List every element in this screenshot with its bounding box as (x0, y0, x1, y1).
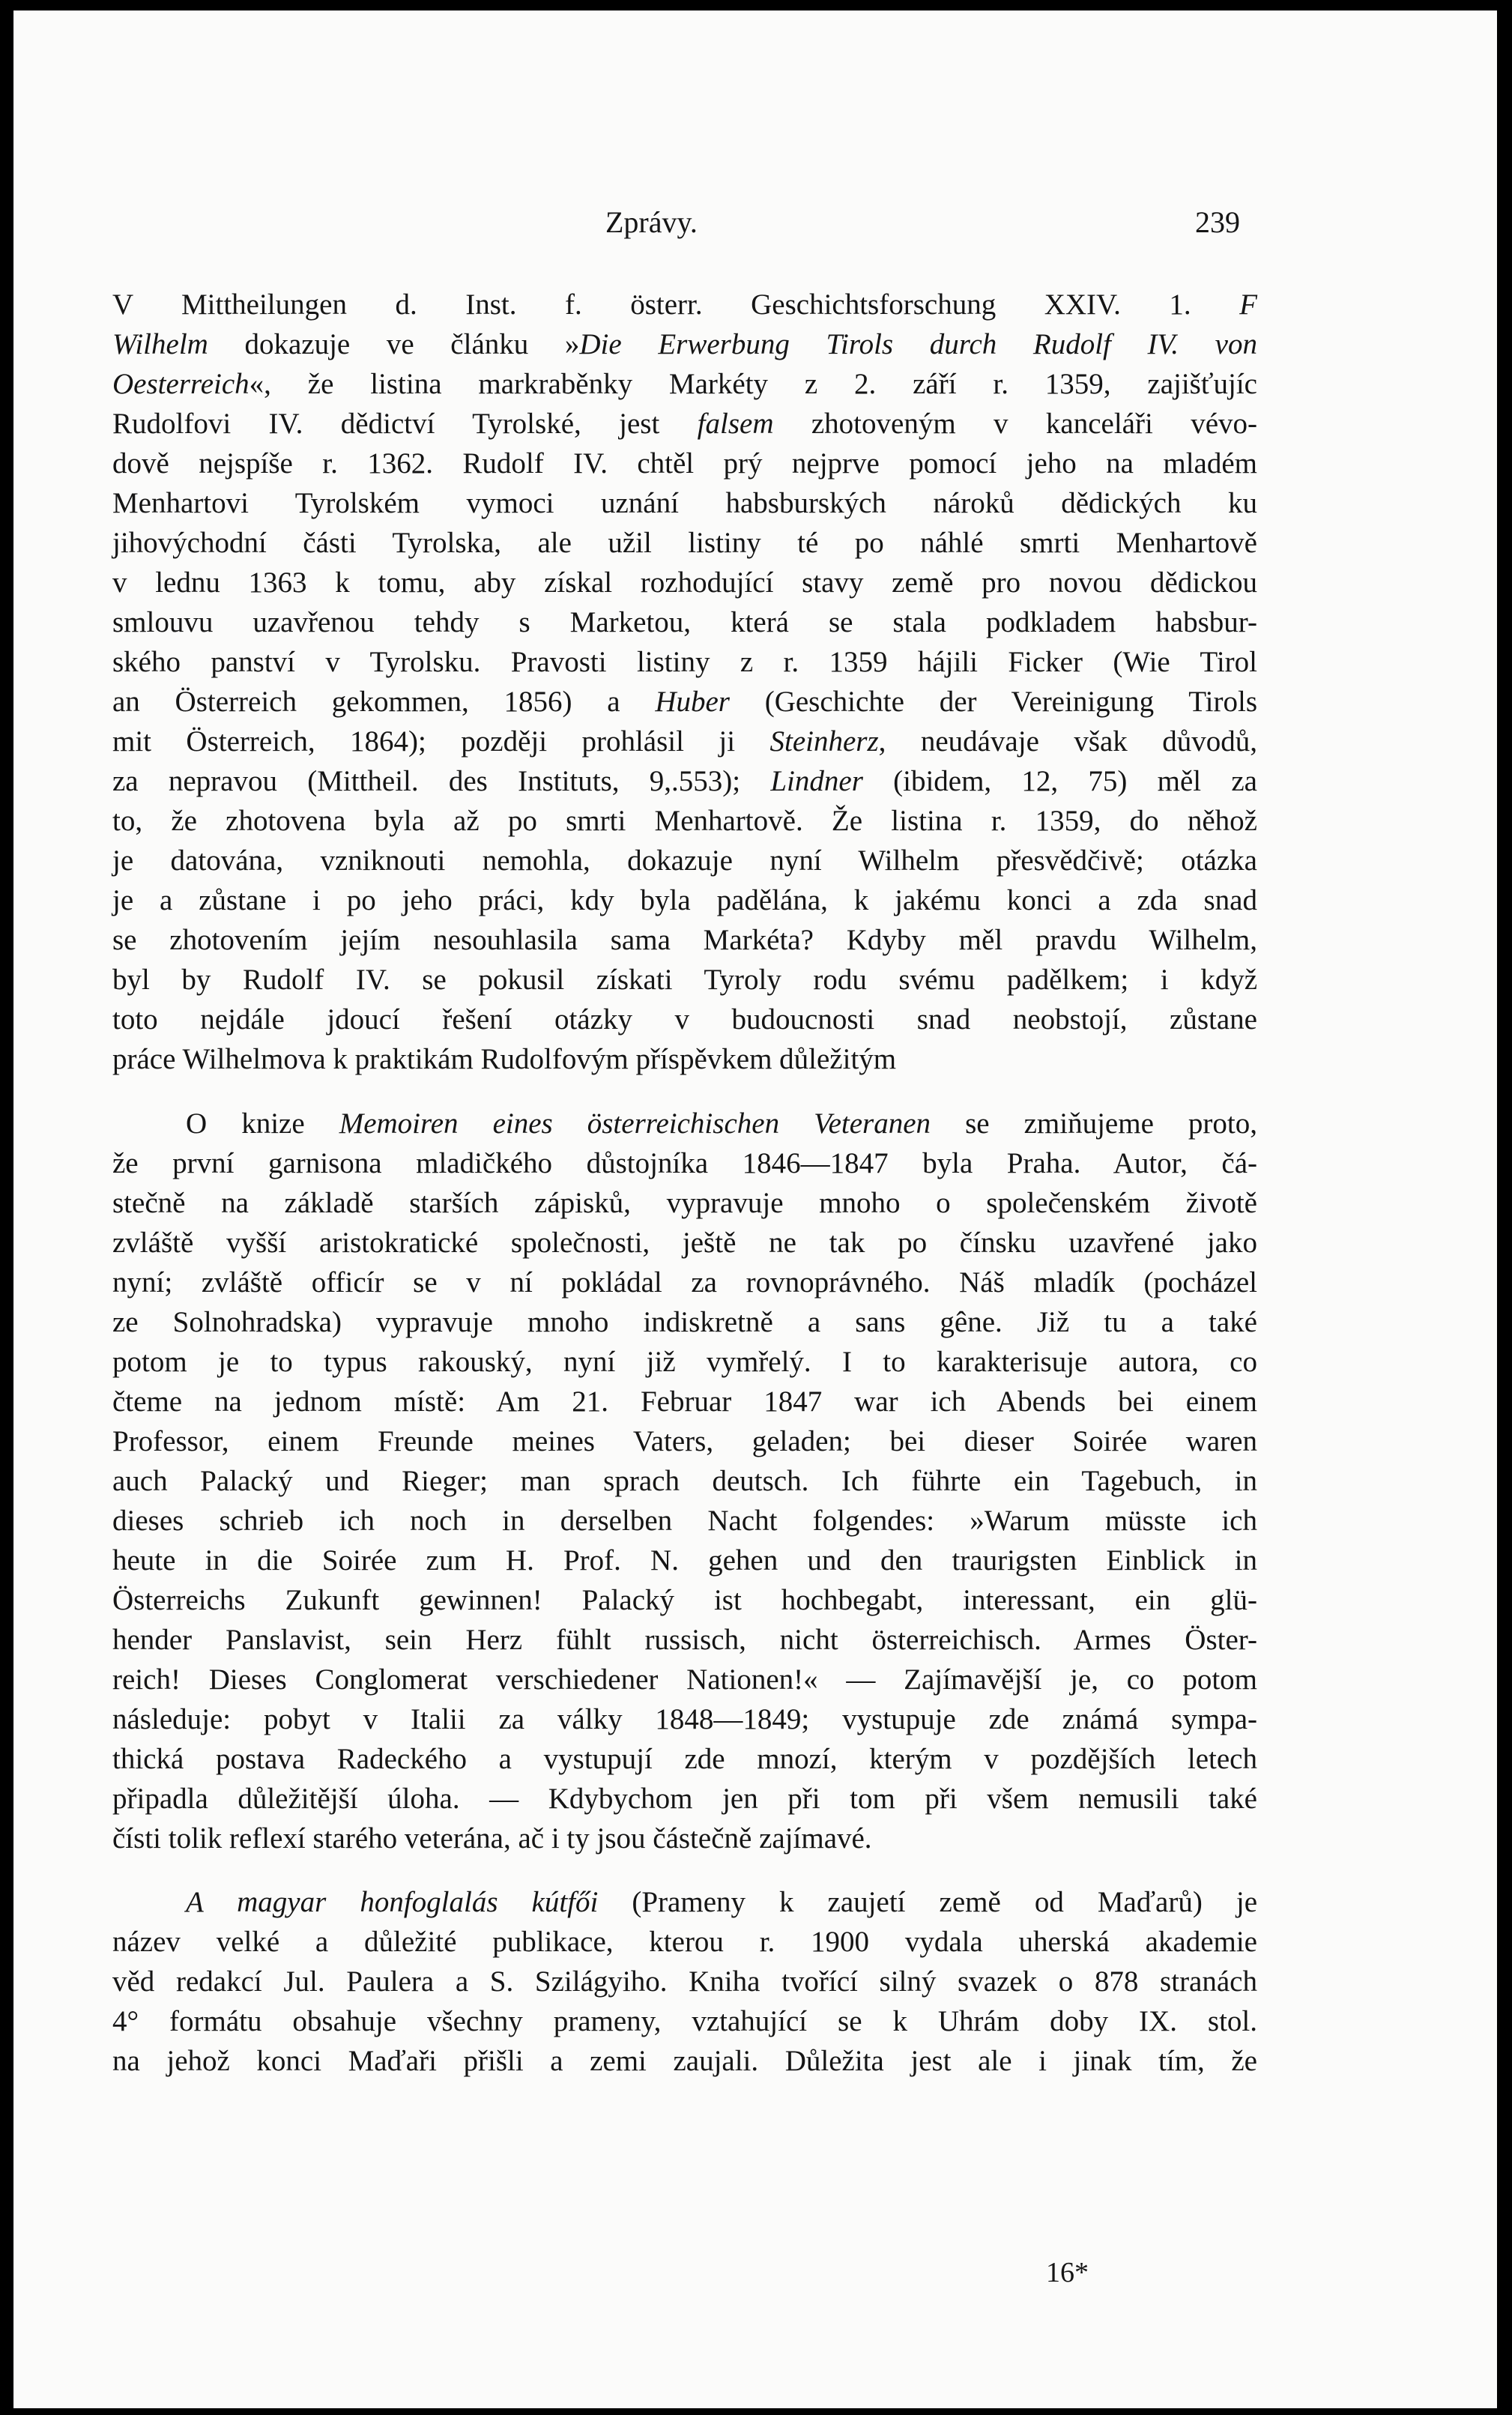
text-line: zvláště vyšší aristokratické společnosti, ještě ne tak po čínsku uzavřené jako (112, 1227, 1257, 1259)
text-line: práce Wilhelmova k praktikám Rudolfovým příspěvkem důležitým (112, 1043, 897, 1075)
text-line: heute in die Soirée zum H. Prof. N. gehen und den traurigsten Einblick in (112, 1544, 1257, 1577)
text-line: věd redakcí Jul. Paulera a S. Szilágyiho. Kniha tvořící silný svazek o 878 stranách (112, 1965, 1257, 1998)
text-line: dieses schrieb ich noch in derselben Nacht folgendes: »Warum müsste ich (112, 1505, 1257, 1537)
text-line: následuje: pobyt v Italii za války 1848—1849; vystupuje zde známá sympa- (112, 1703, 1257, 1735)
text-line: za nepravou (Mittheil. des Instituts, 9,.553); Lindner (ibidem, 12, 75) měl za (112, 765, 1257, 797)
text-line: potom je to typus rakouský, nyní již vymřelý. I to karakterisuje autora, co (112, 1346, 1257, 1378)
text-line: an Österreich gekommen, 1856) a Huber (Geschichte der Vereinigung Tirols (112, 686, 1257, 718)
text-line: A magyar honfoglalás kútfői (Prameny k zaujetí země od Maďarů) je (186, 1886, 1257, 1918)
text-line: že první garnisona mladičkého důstojníka 1846—1847 byla Praha. Autor, čá- (112, 1147, 1257, 1179)
text-line: jihovýchodní části Tyrolska, ale užil listiny té po náhlé smrti Menhartově (112, 527, 1257, 559)
text-line: nyní; zvláště officír se v ní pokládal za rovnoprávného. Náš mladík (pocházel (112, 1266, 1257, 1299)
page-number: 239 (1195, 205, 1240, 239)
text-line: auch Palacký und Rieger; man sprach deutsch. Ich führte ein Tagebuch, in (112, 1465, 1257, 1497)
text-line: ského panství v Tyrolsku. Pravosti listiny z r. 1359 hájili Ficker (Wie Tirol (112, 646, 1257, 678)
text-line: to, že zhotovena byla až po smrti Menhartově. Že listina r. 1359, do něhož (112, 805, 1257, 837)
text-line: byl by Rudolf IV. se pokusil získati Tyroly rodu svému padělkem; i když (112, 964, 1257, 996)
text-line: se zhotovením jejím nesouhlasila sama Markéta? Kdyby měl pravdu Wilhelm, (112, 924, 1257, 956)
text-line: toto nejdále jdoucí řešení otázky v budoucnosti snad neobstojí, zůstane (112, 1003, 1257, 1036)
text-line: Oesterreich«, že listina markraběnky Markéty z 2. září r. 1359, zajišťujíc (112, 368, 1257, 400)
text-line: je a zůstane i po jeho práci, kdy byla padělána, k jakému konci a zda snad (112, 884, 1257, 916)
text-line: thická postava Radeckého a vystupují zde mnozí, kterým v pozdějších letech (112, 1743, 1257, 1775)
text-line: smlouvu uzavřenou tehdy s Marketou, která se stala podkladem habsbur- (112, 606, 1257, 638)
text-line: Österreichs Zukunft gewinnen! Palacký ist hochbegabt, interessant, ein glü- (112, 1584, 1257, 1616)
text-line: je datována, vzniknouti nemohla, dokazuje nyní Wilhelm přesvědčivě; otázka (112, 844, 1257, 877)
text-line: na jehož konci Maďaři přišli a zemi zaujali. Důležita jest ale i jinak tím, že (112, 2045, 1257, 2077)
text-line: hender Panslavist, sein Herz fühlt russisch, nicht österreichisch. Armes Öster- (112, 1624, 1257, 1656)
text-line: v lednu 1363 k tomu, aby získal rozhodující stavy země pro novou dědickou (112, 566, 1257, 599)
text-line: název velké a důležité publikace, kterou r. 1900 vydala uherská akademie (112, 1926, 1257, 1958)
text-line: ze Solnohradska) vypravuje mnoho indiskretně a sans gêne. Již tu a také (112, 1306, 1257, 1338)
text-line: Wilhelm dokazuje ve článku »Die Erwerbung Tirols durch Rudolf IV. von (112, 328, 1257, 360)
running-head-title: Zprávy. (605, 205, 698, 239)
text-line: čísti tolik reflexí starého veterána, ač i ty jsou částečně zajímavé. (112, 1822, 872, 1855)
text-line: Rudolfovi IV. dědictví Tyrolské, jest falsem zhotoveným v kanceláři vévo- (112, 408, 1257, 440)
text-line: reich! Dieses Conglomerat verschiedener Nationen!« — Zajímavější je, co potom (112, 1663, 1257, 1696)
text-line: Professor, einem Freunde meines Vaters, geladen; bei dieser Soirée waren (112, 1425, 1257, 1457)
text-line: čteme na jednom místě: Am 21. Februar 1847 war ich Abends bei einem (112, 1385, 1257, 1418)
text-line: O knize Memoiren eines österreichischen Veteranen se zmiňujeme proto, (186, 1107, 1257, 1140)
text-line: stečně na základě starších zápisků, vypravuje mnoho o společenském životě (112, 1187, 1257, 1219)
signature-mark: 16* (1046, 2257, 1089, 2288)
text-line: Menhartovi Tyrolském vymoci uznání habsburských nároků dědických ku (112, 487, 1257, 519)
text-line: dově nejspíše r. 1362. Rudolf IV. chtěl prý nejprve pomocí jeho na mladém (112, 447, 1257, 480)
text-line: připadla důležitější úloha. — Kdybychom jen při tom při všem nemusili také (112, 1783, 1257, 1815)
text-line: 4° formátu obsahuje všechny prameny, vztahující se k Uhrám doby IX. stol. (112, 2005, 1257, 2037)
text-line: mit Österreich, 1864); později prohlásil ji Steinherz, neudávaje však důvodů, (112, 725, 1257, 758)
text-line: V Mittheilungen d. Inst. f. österr. Geschichtsforschung XXIV. 1. F (112, 288, 1257, 321)
